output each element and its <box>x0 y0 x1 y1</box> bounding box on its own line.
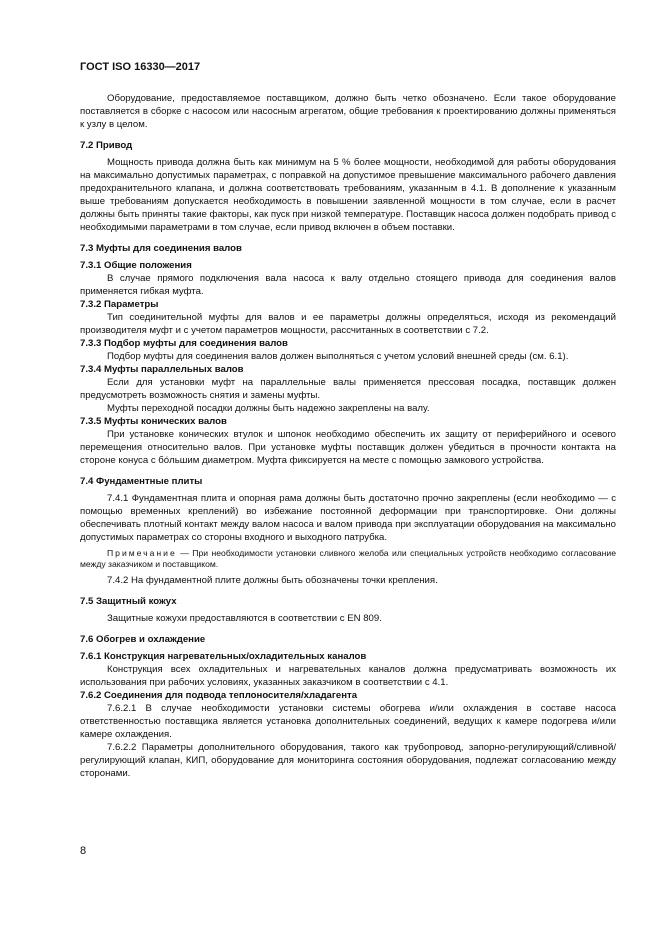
section-7-6-1-paragraph: Конструкция всех охладительных и нагревательных каналов должна предусматривать возможность их использования при рабочих условиях, указанных заказчиком в соответствии с 4.1. <box>80 664 616 688</box>
section-7-4-1-paragraph: 7.4.1 Фундаментная плита и опорная рама должны быть достаточно прочно закреплены (если необходимо — с помощью временных креплений) во избежание постоянной деформации при транспортировке. Они должны обеспечивать плотный контакт между валом насоса и валом привода при эксплуатации оборудования на максимально допустимых параметрах со стороны входного и выходного патрубка. <box>80 493 616 543</box>
intro-paragraph: Оборудование, предоставляемое поставщиком, должно быть четко обозначено. Если такое оборудование поставляется в сборке с насосом или насосным агрегатом, общие требования к проектированию должны применяться к узлу в целом. <box>80 93 616 130</box>
section-7-6-title: 7.6 Обогрев и охлаждение <box>80 634 206 645</box>
section-7-3-5-title: 7.3.5 Муфты конических валов <box>80 416 227 427</box>
section-7-6-2-title: 7.6.2 Соединения для подвода теплоносителя/хладагента <box>80 690 358 701</box>
section-7-6-2-2-paragraph: 7.6.2.2 Параметры дополнительного оборудования, такого как трубопровод, запорно-регулирующий/сливной/регулирующий клапан, КИП, оборудование для мониторинга состояния оборудования, подлежат согласованию между сторонами. <box>80 742 616 779</box>
section-7-3-1-paragraph: В случае прямого подключения вала насоса к валу отдельно стоящего привода для соединения валов применяется гибкая муфта. <box>80 273 616 297</box>
section-7-3-3-title: 7.3.3 Подбор муфты для соединения валов <box>80 338 288 349</box>
note-text: — При необходимости установки сливного желоба или специальных устройств необходимо согласование между заказчиком и поставщиком. <box>80 548 616 569</box>
section-7-3-title: 7.3 Муфты для соединения валов <box>80 243 242 254</box>
section-7-3-1-title: 7.3.1 Общие положения <box>80 260 192 271</box>
section-7-6-2-1-paragraph: 7.6.2.1 В случае необходимости установки системы обогрева и/или охлаждения в составе насоса ответственностью поставщика является установка дополнительных соединений, ведущих к камере подогрева и/или камере охлаждения. <box>80 703 616 740</box>
section-7-4-note <box>80 548 616 570</box>
section-7-4-title: 7.4 Фундаментные плиты <box>80 476 203 487</box>
section-7-3-4-title: 7.3.4 Муфты параллельных валов <box>80 364 244 375</box>
section-7-3-2-title: 7.3.2 Параметры <box>80 299 159 310</box>
section-7-6-1-title: 7.6.1 Конструкция нагревательных/охладительных каналов <box>80 651 367 662</box>
section-7-5-paragraph: Защитные кожухи предоставляются в соответствии с EN 809. <box>107 613 382 624</box>
section-7-3-2-paragraph: Тип соединительной муфты для валов и ее параметры должны определяться, исходя из рекомендаций производителя муфт и с учетом параметров мощности, рассчитанных в соответствии с 7.2. <box>80 312 616 336</box>
section-7-2-paragraph: Мощность привода должна быть как минимум на 5 % более мощности, необходимой для работы оборудования на максимально допустимых параметрах, с поправкой на допустимое превышение максимального рабочего давления предохранительного клапана, и должна соответствовать требованиям, указанным в 4.1. В дополнение к указанным выше требованиям допускается необходимость в повышении заявленной мощности в том случае, если в расчет должны быть приняты такие факторы, как пуск при низкой температуре. Поставщик насоса должен подобрать привод с необходимыми параметрами в том случае, если привод включен в объем поставки. <box>80 157 617 233</box>
section-7-3-4-paragraph-2: Муфты переходной посадки должны быть надежно закреплены на валу. <box>107 403 430 414</box>
section-7-2-title: 7.2 Привод <box>80 140 133 151</box>
section-7-5-title: 7.5 Защитный кожух <box>80 596 177 607</box>
section-7-3-3-paragraph: Подбор муфты для соединения валов должен выполняться с учетом условий внешней среды (см. 6.1). <box>107 351 569 362</box>
document-header: ГОСТ ISO 16330—2017 <box>80 61 201 73</box>
document-body <box>80 92 616 780</box>
section-7-4-2-paragraph: 7.4.2 На фундаментной плите должны быть обозначены точки крепления. <box>107 575 438 586</box>
section-7-3-5-paragraph: При установке конических втулок и шпонок необходимо обеспечить их защиту от периферийного и осевого перемещения относительно валов. При установке муфты поставщик должен убедиться в прочности контакта на стороне конуса с бóльшим диаметром. Муфта фиксируется на месте с помощью замкового устройства. <box>80 429 616 466</box>
note-label: Примечание <box>107 548 177 558</box>
section-7-3-4-paragraph: Если для установки муфт на параллельные валы применяется прессовая посадка, поставщик должен предусмотреть возможность снятия и замены муфты. <box>80 377 616 401</box>
page-number: 8 <box>80 845 87 857</box>
